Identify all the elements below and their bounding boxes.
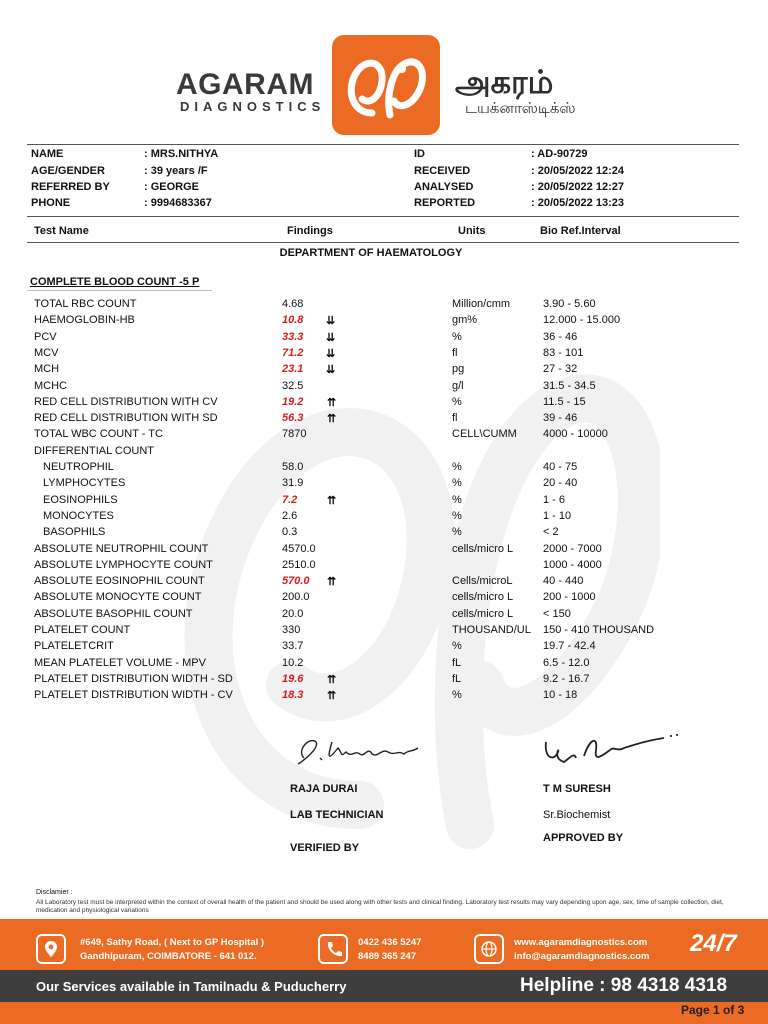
technician-role: LAB TECHNICIAN xyxy=(290,809,384,821)
test-ref-interval: 1 - 6 xyxy=(543,493,566,506)
high-flag-icon: ⇈ xyxy=(327,396,337,409)
approved-by: APPROVED BY xyxy=(543,832,624,844)
page-number: Page 1 of 3 xyxy=(681,1003,745,1017)
brand-subtitle-tamil: டயக்னாஸ்டிக்ஸ் xyxy=(465,100,576,117)
test-unit: fl xyxy=(452,412,458,425)
result-row xyxy=(0,689,768,705)
test-name: EOSINOPHILS xyxy=(43,493,118,506)
test-unit: cells/micro L xyxy=(452,542,514,555)
globe-icon xyxy=(474,934,504,964)
age-label: AGE/GENDER xyxy=(31,165,105,177)
test-value: 18.3 xyxy=(282,689,304,702)
phone-number-2: 8489 365 247 xyxy=(358,951,417,962)
result-row xyxy=(0,591,768,607)
test-ref-interval: 19.7 - 42.4 xyxy=(543,640,596,653)
test-unit: cells/micro L xyxy=(452,591,514,604)
result-row xyxy=(0,640,768,656)
test-name: ABSOLUTE NEUTROPHIL COUNT xyxy=(34,542,209,555)
test-value: 31.9 xyxy=(282,477,304,490)
brand-subtitle: DIAGNOSTICS xyxy=(180,99,326,114)
referred-label: REFERRED BY xyxy=(31,181,110,193)
test-ref-interval: 40 - 75 xyxy=(543,461,578,473)
test-name: HAEMOGLOBIN-HB xyxy=(34,314,135,327)
reported-time: : 20/05/2022 13:23 xyxy=(531,197,624,209)
test-ref-interval: 1000 - 4000 xyxy=(543,558,602,571)
test-ref-interval: 6.5 - 12.0 xyxy=(543,656,590,669)
phone-icon xyxy=(318,934,348,964)
test-ref-interval: 2000 - 7000 xyxy=(543,542,602,555)
id-label: ID xyxy=(414,148,425,160)
test-value: 7870 xyxy=(282,428,307,441)
test-name: PLATELET DISTRIBUTION WIDTH - SD xyxy=(34,672,233,685)
test-unit: % xyxy=(452,330,462,343)
test-ref-interval: 1 - 10 xyxy=(543,509,572,522)
test-unit: pg xyxy=(452,363,465,376)
test-ref-interval: 3.90 - 5.60 xyxy=(543,298,596,310)
disclaimer-heading: Disclamier : xyxy=(36,889,73,896)
divider xyxy=(27,144,739,145)
test-ref-interval: < 2 xyxy=(543,526,559,539)
test-name: NEUTROPHIL xyxy=(43,461,114,473)
test-unit: % xyxy=(452,509,462,522)
result-row xyxy=(0,543,768,559)
reported-label: REPORTED xyxy=(414,197,476,209)
technician-signature xyxy=(290,728,438,770)
section-title: COMPLETE BLOOD COUNT -5 P xyxy=(30,276,200,288)
patient-name: : MRS.NITHYA xyxy=(144,148,219,160)
test-name: ABSOLUTE MONOCYTE COUNT xyxy=(34,591,202,604)
location-icon xyxy=(36,934,66,964)
test-ref-interval: 27 - 32 xyxy=(543,363,578,376)
test-unit: % xyxy=(452,640,462,653)
test-unit: g/l xyxy=(452,379,464,392)
test-value: 19.2 xyxy=(282,395,304,408)
test-name: ABSOLUTE BASOPHIL COUNT xyxy=(34,607,193,620)
test-unit: gm% xyxy=(452,314,478,327)
result-row xyxy=(0,608,768,624)
test-name: MEAN PLATELET VOLUME - MPV xyxy=(34,656,206,669)
received-label: RECEIVED xyxy=(414,165,471,177)
analysed-time: : 20/05/2022 12:27 xyxy=(531,181,624,193)
result-row xyxy=(0,396,768,412)
test-value: 10.8 xyxy=(282,314,304,327)
test-name: MCHC xyxy=(34,379,67,392)
test-unit: % xyxy=(452,461,462,473)
phone-number-1: 0422 436 5247 xyxy=(358,937,422,948)
test-ref-interval: 11.5 - 15 xyxy=(543,395,586,408)
test-value: 0.3 xyxy=(282,526,298,539)
test-unit: % xyxy=(452,395,462,408)
result-row xyxy=(0,526,768,542)
result-row xyxy=(0,412,768,428)
biochemist-signature xyxy=(540,728,690,770)
col-units: Units xyxy=(458,225,486,237)
biochemist-role: Sr.Biochemist xyxy=(543,809,611,821)
test-unit: fL xyxy=(452,672,462,685)
logo-icon xyxy=(332,35,440,135)
helpline-number: Helpline : 98 4318 4318 xyxy=(520,975,728,996)
biochemist-name: T M SURESH xyxy=(543,783,611,795)
test-ref-interval: 10 - 18 xyxy=(543,689,578,702)
name-label: NAME xyxy=(31,148,64,160)
result-row xyxy=(0,314,768,330)
disclaimer-text: All Laboratory test must be interpreted within the context of overall health of the patient and should be used along with other tests and clinical finding. Laboratory test results may vary depending upon age, sex, time of sample collection, diet, medication and physiological variations xyxy=(36,899,724,914)
test-ref-interval: 4000 - 10000 xyxy=(543,428,608,441)
footer-bottom-band xyxy=(0,1002,768,1024)
patient-phone: : 9994683367 xyxy=(144,197,212,209)
high-flag-icon: ⇈ xyxy=(327,494,337,507)
test-unit: fL xyxy=(452,656,462,669)
test-ref-interval: 150 - 410 THOUSAND xyxy=(543,624,655,636)
test-value: 71.2 xyxy=(282,346,304,359)
result-row xyxy=(0,657,768,673)
test-name: PLATELET COUNT xyxy=(34,624,131,636)
test-ref-interval: 40 - 440 xyxy=(543,575,584,588)
low-flag-icon: ⇊ xyxy=(326,364,336,377)
result-row xyxy=(0,363,768,379)
result-row xyxy=(0,575,768,591)
result-row xyxy=(0,428,768,444)
test-unit: % xyxy=(452,526,462,539)
email-link[interactable]: info@agaramdiagnostics.com xyxy=(514,951,650,962)
website-link[interactable]: www.agaramdiagnostics.com xyxy=(514,937,648,948)
referred-by: : GEORGE xyxy=(144,181,200,193)
test-name: PCV xyxy=(34,330,57,343)
test-ref-interval: 9.2 - 16.7 xyxy=(543,672,590,685)
result-row xyxy=(0,445,768,461)
col-ref-interval: Bio Ref.Interval xyxy=(540,225,621,237)
test-unit: fl xyxy=(452,346,458,359)
services-text: Our Services available in Tamilnadu & Puducherry xyxy=(36,979,347,994)
patient-id: : AD-90729 xyxy=(531,148,588,160)
test-name: PLATELETCRIT xyxy=(34,640,114,653)
test-value: 56.3 xyxy=(282,412,304,425)
test-value: 2.6 xyxy=(282,509,298,522)
test-name: LYMPHOCYTES xyxy=(43,477,126,490)
test-unit: % xyxy=(452,689,462,702)
test-ref-interval: 12.000 - 15.000 xyxy=(543,314,621,327)
analysed-label: ANALYSED xyxy=(414,181,474,193)
result-row xyxy=(0,624,768,640)
test-value: 20.0 xyxy=(282,607,304,620)
footer-band xyxy=(0,919,768,927)
test-name: MONOCYTES xyxy=(43,509,114,522)
high-flag-icon: ⇈ xyxy=(327,673,337,686)
address-line-2: Gandhipuram, COIMBATORE - 641 012. xyxy=(80,951,257,962)
high-flag-icon: ⇈ xyxy=(327,576,337,589)
test-name: DIFFERENTIAL COUNT xyxy=(34,444,154,457)
phone-label: PHONE xyxy=(31,197,71,209)
test-value: 19.6 xyxy=(282,672,304,685)
test-ref-interval: < 150 xyxy=(543,607,571,620)
test-value: 4.68 xyxy=(282,298,304,310)
test-ref-interval: 200 - 1000 xyxy=(543,591,596,604)
result-row xyxy=(0,298,768,314)
test-value: 570.0 xyxy=(282,575,310,588)
test-name: TOTAL WBC COUNT - TC xyxy=(34,428,163,441)
low-flag-icon: ⇊ xyxy=(326,315,336,328)
result-row xyxy=(0,494,768,510)
test-name: ABSOLUTE LYMPHOCYTE COUNT xyxy=(34,558,213,571)
address-line-1: #649, Sathy Road, ( Next to GP Hospital ) xyxy=(80,937,265,948)
test-value: 58.0 xyxy=(282,461,304,473)
verified-by: VERIFIED BY xyxy=(290,842,360,854)
availability-badge: 24/7 xyxy=(690,930,737,957)
test-value: 33.3 xyxy=(282,330,304,343)
col-test-name: Test Name xyxy=(34,225,89,237)
test-unit: % xyxy=(452,493,462,506)
test-value: 4570.0 xyxy=(282,542,316,555)
test-name: ABSOLUTE EOSINOPHIL COUNT xyxy=(34,575,205,588)
test-value: 7.2 xyxy=(282,493,298,506)
result-row xyxy=(0,477,768,493)
test-value: 330 xyxy=(282,624,301,636)
test-value: 2510.0 xyxy=(282,558,316,571)
test-name: RED CELL DISTRIBUTION WITH SD xyxy=(34,412,218,425)
test-name: BASOPHILS xyxy=(43,526,106,539)
result-row xyxy=(0,331,768,347)
divider xyxy=(27,216,739,217)
test-value: 32.5 xyxy=(282,379,304,392)
test-ref-interval: 83 - 101 xyxy=(543,346,584,359)
received-time: : 20/05/2022 12:24 xyxy=(531,165,624,177)
test-value: 10.2 xyxy=(282,656,304,669)
result-row xyxy=(0,510,768,526)
low-flag-icon: ⇊ xyxy=(326,331,336,344)
high-flag-icon: ⇈ xyxy=(327,690,337,703)
test-name: MCH xyxy=(34,363,60,376)
test-unit: CELL\CUMM xyxy=(452,428,517,441)
divider xyxy=(27,242,739,243)
test-name: PLATELET DISTRIBUTION WIDTH - CV xyxy=(34,689,233,702)
result-row xyxy=(0,559,768,575)
divider xyxy=(27,290,212,291)
col-findings: Findings xyxy=(287,225,333,237)
test-value: 200.0 xyxy=(282,591,310,604)
brand-name-tamil: அகரம் xyxy=(455,64,554,100)
test-unit: THOUSAND/UL xyxy=(452,624,531,636)
test-ref-interval: 20 - 40 xyxy=(543,477,578,490)
test-unit: Million/cmm xyxy=(452,298,511,310)
brand-name: AGARAM xyxy=(176,68,314,101)
test-unit: % xyxy=(452,477,462,490)
patient-age: : 39 years /F xyxy=(144,165,208,177)
technician-name: RAJA DURAI xyxy=(290,783,358,795)
test-ref-interval: 31.5 - 34.5 xyxy=(543,379,596,392)
result-row xyxy=(0,673,768,689)
high-flag-icon: ⇈ xyxy=(327,413,337,426)
test-ref-interval: 39 - 46 xyxy=(543,412,578,425)
test-value: 33.7 xyxy=(282,640,304,653)
result-row xyxy=(0,347,768,363)
low-flag-icon: ⇊ xyxy=(326,347,336,360)
test-name: RED CELL DISTRIBUTION WITH CV xyxy=(34,395,218,408)
test-ref-interval: 36 - 46 xyxy=(543,330,578,343)
test-value: 23.1 xyxy=(282,363,304,376)
test-unit: cells/micro L xyxy=(452,607,514,620)
result-row xyxy=(0,380,768,396)
test-unit: Cells/microL xyxy=(452,575,513,588)
department-title: DEPARTMENT OF HAEMATOLOGY xyxy=(279,247,463,259)
test-name: MCV xyxy=(34,346,59,359)
test-name: TOTAL RBC COUNT xyxy=(34,298,137,310)
result-row xyxy=(0,461,768,477)
